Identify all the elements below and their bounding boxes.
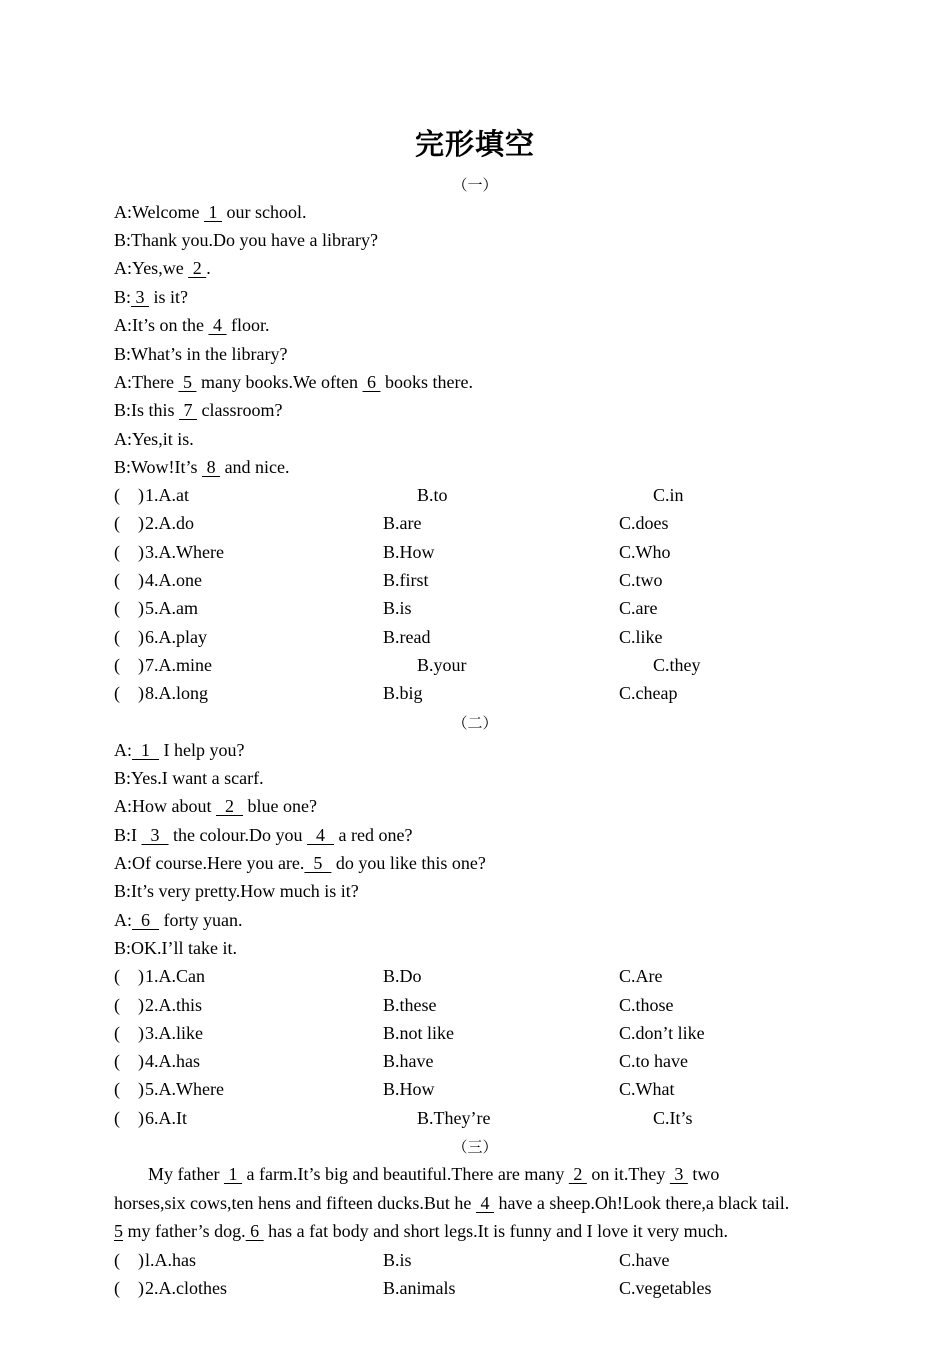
section-heading-1: （一）: [452, 178, 498, 194]
option-a: 1.A.Can: [145, 966, 205, 986]
answer-paren[interactable]: ( ): [114, 1023, 144, 1043]
blank: 7: [179, 400, 198, 420]
option-b: B.is: [383, 1250, 412, 1270]
answer-paren[interactable]: ( ): [114, 966, 144, 986]
option-b: B.animals: [383, 1278, 456, 1298]
dialogue-line: A:Yes,it is.: [114, 429, 194, 449]
blank: 6: [362, 372, 381, 392]
option-a: 7.A.mine: [145, 655, 212, 675]
dialogue-line: A: 6 forty yuan.: [114, 910, 243, 930]
blank: 2: [216, 796, 243, 816]
option-a: 5.A.Where: [145, 1079, 224, 1099]
dialogue-line: B:Wow!It’s 8 and nice.: [114, 457, 290, 477]
dialogue-line: A:It’s on the 4 floor.: [114, 315, 270, 335]
dialogue-line: B:It’s very pretty.How much is it?: [114, 881, 359, 901]
answer-paren[interactable]: ( ): [114, 1278, 144, 1298]
blank: 8: [202, 457, 221, 477]
option-a: 6.A.play: [145, 627, 207, 647]
option-a: 3.A.like: [145, 1023, 203, 1043]
dialogue-line: A:There 5 many books.We often 6 books there.: [114, 372, 473, 392]
option-a: 4.A.one: [145, 570, 202, 590]
option-a: l.A.has: [145, 1250, 196, 1270]
dialogue-line: A:Of course.Here you are. 5 do you like this one?: [114, 853, 486, 873]
blank: 3: [141, 825, 169, 845]
option-b: B.first: [383, 570, 429, 590]
option-b: B.read: [383, 627, 431, 647]
answer-paren[interactable]: ( ): [114, 598, 144, 618]
answer-paren[interactable]: ( ): [114, 542, 144, 562]
dialogue-line: B:Is this 7 classroom?: [114, 400, 283, 420]
answer-paren[interactable]: ( ): [114, 570, 144, 590]
option-a: 5.A.am: [145, 598, 198, 618]
option-b: B.big: [383, 683, 423, 703]
answer-paren[interactable]: ( ): [114, 995, 144, 1015]
option-b: B.is: [383, 598, 412, 618]
option-a: 8.A.long: [145, 683, 208, 703]
option-c: C.they: [653, 655, 701, 675]
option-a: 4.A.has: [145, 1051, 200, 1071]
dialogue-line: A:Welcome 1 our school.: [114, 202, 307, 222]
dialogue-line: A:How about 2 blue one?: [114, 796, 317, 816]
dialogue-line: B:OK.I’ll take it.: [114, 938, 237, 958]
answer-paren[interactable]: ( ): [114, 1250, 144, 1270]
blank: 5: [304, 853, 332, 873]
option-b: B.How: [383, 542, 435, 562]
blank: 1: [204, 202, 223, 222]
paragraph-line: horses,six cows,ten hens and fifteen ducks.But he 4 have a sheep.Oh!Look there,a black tail.: [114, 1193, 790, 1213]
blank: 4: [475, 1193, 494, 1213]
dialogue-line: B:I 3 the colour.Do you 4 a red one?: [114, 825, 413, 845]
option-a: 6.A.It: [145, 1108, 187, 1128]
blank: 1: [223, 1164, 242, 1184]
option-a: 2.A.clothes: [145, 1278, 227, 1298]
option-b: B.to: [417, 485, 448, 505]
answer-paren[interactable]: ( ): [114, 485, 144, 505]
page-title: 完形填空: [414, 127, 535, 161]
paragraph-line: 5 my father’s dog. 6 has a fat body and short legs.It is funny and I love it very much.: [114, 1221, 729, 1241]
answer-paren[interactable]: ( ): [114, 1051, 144, 1071]
dialogue-line: A:Yes,we 2 .: [114, 258, 211, 278]
option-b: B.not like: [383, 1023, 454, 1043]
option-c: C.What: [619, 1079, 675, 1099]
blank: 2: [188, 258, 207, 278]
option-c: C.does: [619, 513, 669, 533]
option-b: B.your: [417, 655, 467, 675]
blank: 4: [208, 315, 227, 335]
option-c: C.It’s: [653, 1108, 693, 1128]
answer-paren[interactable]: ( ): [114, 655, 144, 675]
blank: 2: [568, 1164, 587, 1184]
blank: 1: [132, 740, 159, 760]
option-c: C.to have: [619, 1051, 688, 1071]
option-b: B.these: [383, 995, 437, 1015]
dialogue-line: B:Yes.I want a scarf.: [114, 768, 264, 788]
answer-paren[interactable]: ( ): [114, 683, 144, 703]
option-c: C.two: [619, 570, 663, 590]
dialogue-line: B: 3 is it?: [114, 287, 189, 307]
option-a: 1.A.at: [145, 485, 189, 505]
blank: 5: [114, 1221, 123, 1241]
option-c: C.vegetables: [619, 1278, 712, 1298]
blank: 3: [131, 287, 150, 307]
option-b: B.How: [383, 1079, 435, 1099]
dialogue-line: A: 1 I help you?: [114, 740, 245, 760]
option-b: B.Do: [383, 966, 422, 986]
section-heading-2: （二）: [452, 716, 498, 732]
option-c: C.in: [653, 485, 684, 505]
section-heading-3: （三）: [452, 1140, 498, 1156]
option-a: 3.A.Where: [145, 542, 224, 562]
dialogue-line: B:Thank you.Do you have a library?: [114, 230, 378, 250]
option-b: B.are: [383, 513, 422, 533]
blank: 5: [178, 372, 197, 392]
option-a: 2.A.do: [145, 513, 194, 533]
blank: 4: [307, 825, 334, 845]
answer-paren[interactable]: ( ): [114, 513, 144, 533]
option-c: C.are: [619, 598, 658, 618]
option-c: C.Are: [619, 966, 663, 986]
option-c: C.have: [619, 1250, 670, 1270]
option-c: C.cheap: [619, 683, 678, 703]
answer-paren[interactable]: ( ): [114, 1079, 144, 1099]
answer-paren[interactable]: ( ): [114, 627, 144, 647]
blank: 6: [132, 910, 159, 930]
answer-paren[interactable]: ( ): [114, 1108, 144, 1128]
option-c: C.don’t like: [619, 1023, 705, 1043]
dialogue-line: B:What’s in the library?: [114, 344, 288, 364]
option-b: B.have: [383, 1051, 434, 1071]
option-c: C.Who: [619, 542, 671, 562]
blank: 3: [669, 1164, 688, 1184]
blank: 6: [245, 1221, 264, 1241]
option-a: 2.A.this: [145, 995, 203, 1015]
paragraph-line: My father 1 a farm.It’s big and beautiful.There are many 2 on it.They 3 two: [148, 1164, 720, 1184]
option-c: C.those: [619, 995, 674, 1015]
option-b: B.They’re: [417, 1108, 491, 1128]
option-c: C.like: [619, 627, 663, 647]
